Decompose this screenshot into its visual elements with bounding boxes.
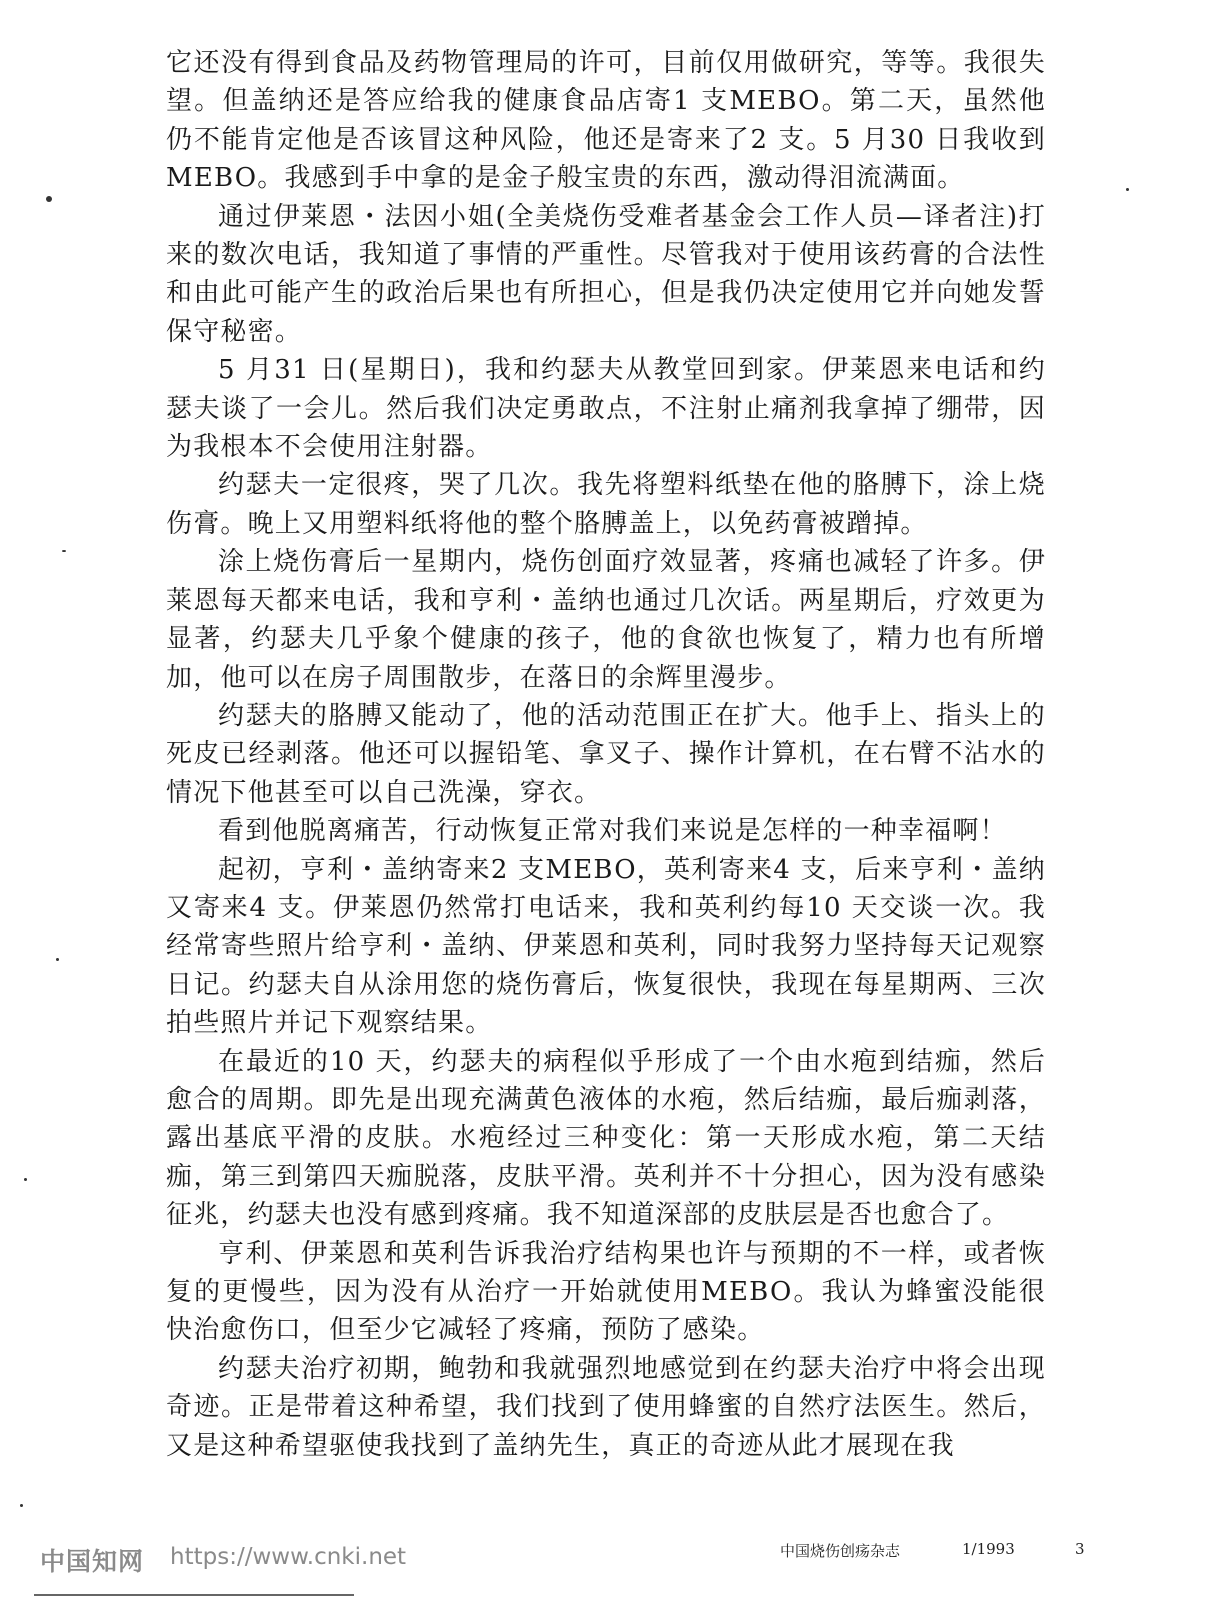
scan-speck bbox=[56, 958, 59, 961]
scan-speck bbox=[24, 1178, 27, 1181]
paragraph-1: 它还没有得到食品及药物管理局的许可，目前仅用做研究，等等。我很失望。但盖纳还是答应给我的健康食品店寄1 支MEBO。第二天，虽然他仍不能肯定他是否该冒这种风险，他还是寄来了2 支。5 月30 日我收到MEBO。我感到手中拿的是金子般宝贵的东西，激动得泪流满面。 bbox=[166, 48, 1046, 194]
scan-speck bbox=[1126, 188, 1129, 191]
bottom-rule bbox=[34, 1594, 354, 1596]
journal-issue: 1/1993 bbox=[962, 1540, 1015, 1558]
paragraph-5: 涂上烧伤膏后一星期内，烧伤创面疗效显著，疼痛也减轻了许多。伊莱恩每天都来电话，我和亨利・盖纳也通过几次话。两星期后，疗效更为显著，约瑟夫几乎象个健康的孩子，他的食欲也恢复了，精力也有所增加，他可以在房子周围散步，在落日的余辉里漫步。 bbox=[166, 547, 1046, 693]
paragraph-11: 约瑟夫治疗初期，鲍勃和我就强烈地感觉到在约瑟夫治疗中将会出现奇迹。正是带着这种希望，我们找到了使用蜂蜜的自然疗法医生。然后，又是这种希望驱使我找到了盖纳先生，真正的奇迹从此才展现在我 bbox=[166, 1353, 1046, 1461]
scan-speck bbox=[46, 196, 52, 202]
scan-speck bbox=[62, 550, 66, 552]
paragraph-4: 约瑟夫一定很疼，哭了几次。我先将塑料纸垫在他的胳膊下，涂上烧伤膏。晚上又用塑料纸将他的整个胳膊盖上，以免药膏被蹭掉。 bbox=[166, 470, 1046, 539]
paragraph-9: 在最近的10 天，约瑟夫的病程似乎形成了一个由水疱到结痂，然后愈合的周期。即先是出现充满黄色液体的水疱，然后结痂，最后痂剥落，露出基底平滑的皮肤。水疱经过三种变化：第一天形成水疱，第二天结痂，第三到第四天痂脱落，皮肤平滑。英利并不十分担心，因为没有感染征兆，约瑟夫也没有感到疼痛。我不知道深部的皮肤层是否也愈合了。 bbox=[166, 1046, 1046, 1231]
scan-speck bbox=[20, 1504, 23, 1507]
article-body bbox=[166, 44, 1046, 1465]
paragraph-2: 通过伊莱恩・法因小姐(全美烧伤受难者基金会工作人员—译者注)打来的数次电话，我知道了事情的严重性。尽管我对于使用该药膏的合法性和由此可能产生的政治后果也有所担心，但是我仍决定使用它并向她发誓保守秘密。 bbox=[166, 201, 1046, 347]
paragraph-7: 看到他脱离痛苦，行动恢复正常对我们来说是怎样的一种幸福啊！ bbox=[218, 816, 1007, 847]
paragraph-6: 约瑟夫的胳膊又能动了，他的活动范围正在扩大。他手上、指头上的死皮已经剥落。他还可以握铅笔、拿叉子、操作计算机，在右臂不沾水的情况下他甚至可以自己洗澡，穿衣。 bbox=[166, 700, 1046, 808]
paragraph-8: 起初，亨利・盖纳寄来2 支MEBO，英利寄来4 支，后来亨利・盖纳又寄来4 支。伊莱恩仍然常打电话来，我和英利约每10 天交谈一次。我经常寄些照片给亨利・盖纳、伊莱恩和英利，同时我努力坚持每天记观察日记。约瑟夫自从涂用您的烧伤膏后，恢复很快，我现在每星期两、三次拍些照片并记下观察结果。 bbox=[166, 854, 1046, 1039]
cnki-logo: 中国知网 bbox=[40, 1547, 145, 1576]
page-number: 3 bbox=[1075, 1540, 1085, 1558]
paragraph-3: 5 月31 日(星期日)，我和约瑟夫从教堂回到家。伊莱恩来电话和约瑟夫谈了一会儿。然后我们决定勇敢点，不注射止痛剂我拿掉了绷带，因为我根本不会使用注射器。 bbox=[166, 355, 1046, 463]
page-footer bbox=[0, 1540, 1216, 1580]
cnki-url[interactable]: https://www.cnki.net bbox=[170, 1544, 407, 1570]
paragraph-10: 亨利、伊莱恩和英利告诉我治疗结构果也许与预期的不一样，或者恢复的更慢些，因为没有从治疗一开始就使用MEBO。我认为蜂蜜没能很快治愈伤口，但至少它减轻了疼痛，预防了感染。 bbox=[166, 1238, 1046, 1346]
journal-name: 中国烧伤创疡杂志 bbox=[780, 1542, 901, 1560]
